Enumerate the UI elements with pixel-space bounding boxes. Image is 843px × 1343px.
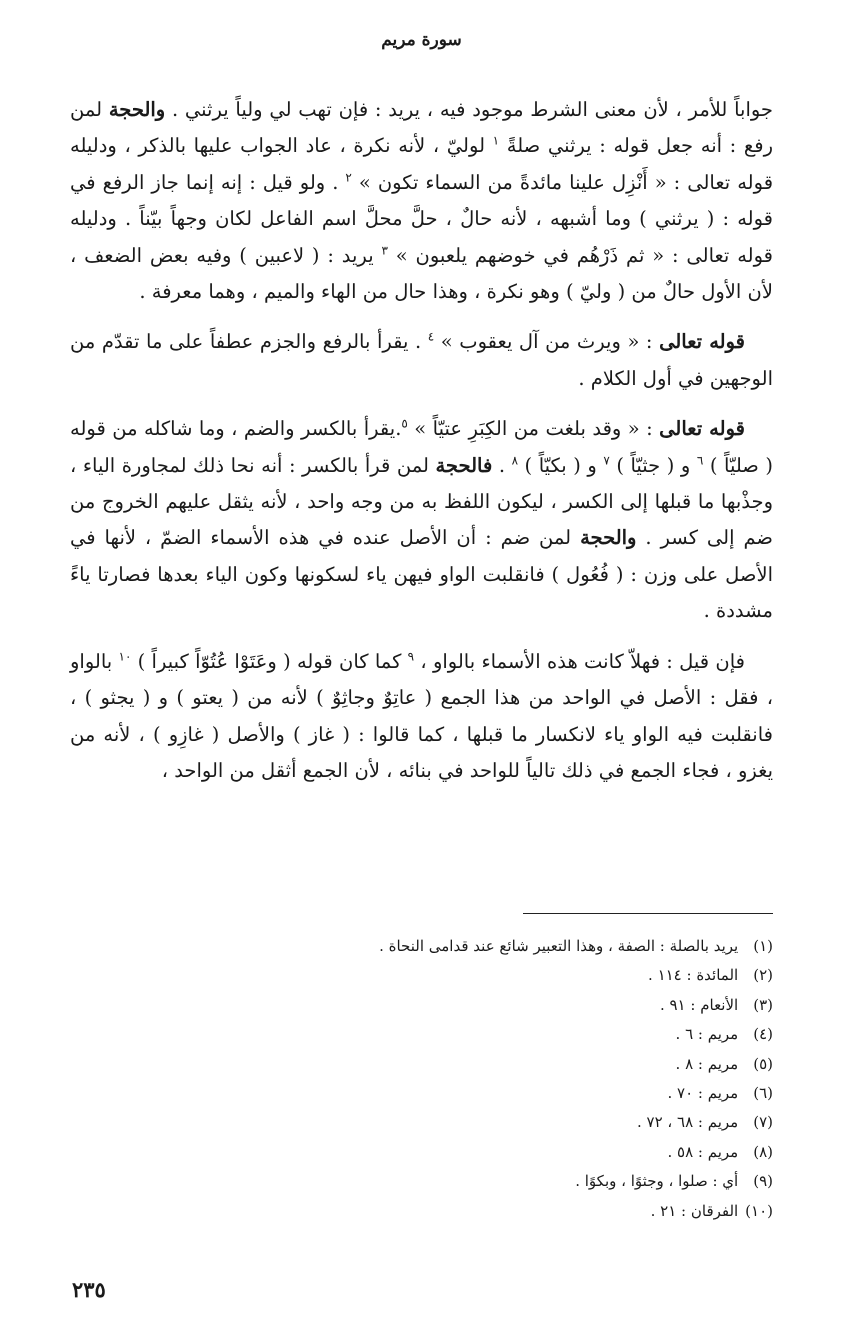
footnote-number: (٧)	[753, 1113, 773, 1132]
footnote-number: (٣)	[753, 995, 773, 1014]
footnote-text: مريم : ٥٨ .	[667, 1142, 739, 1161]
text-run: .	[492, 453, 512, 477]
footnote-ref-8: ٨	[511, 453, 519, 468]
text-run: لمن رفع : أنه جعل قوله : يرثني صلةً	[70, 98, 773, 158]
text-run: يريد : ( لاعبين ) وفيه بعض الضعف ، لأن الأول حالٌ من ( وليّ ) وهو نكرة ، وهذا حال من الهاء والميم ، وهما معرفة .	[70, 243, 773, 304]
text-run: . يقرأ بالرفع والجزم عطفاً على ما تقدّم من الوجهين في أول الكلام .	[70, 330, 773, 390]
text-run: : « ويرث من آل يعقوب »	[434, 330, 660, 354]
text-run: . ولو قيل : إنه إنما جاز الرفع في قوله : ( يرثني ) وما أشبهه ، لأنه حالٌ ، حلَّ محلَّ اسم الفاعل لكان وجهاً بيّناً . ودليله قوله تعالى : « ثم ذَرْهُم في خوضهم يلعبون »	[70, 170, 773, 267]
text-run: و ( بكيّاً )	[518, 453, 604, 477]
footnote-6	[70, 1079, 773, 1108]
footnote-number: (٥)	[753, 1054, 773, 1073]
footnote-ref-10: ١٠	[118, 649, 132, 664]
page-number: ٢٣٥	[72, 1277, 106, 1302]
footnote-2	[70, 961, 773, 990]
text-run: .يقرأ بالكسر والضم ، وما شاكله من قوله ( صليّاً )	[70, 417, 773, 477]
bold-term: فالحجة	[435, 453, 493, 477]
text-run: و ( جثيّاً )	[609, 453, 697, 477]
footnote-text: يريد بالصلة : الصفة ، وهذا التعبير شائع عند قدامى النحاة .	[379, 937, 739, 955]
footnote-text: الأنعام : ٩١ .	[659, 995, 739, 1014]
footnote-ref-1: ١	[492, 133, 500, 148]
footnote-text: مريم : ٦٨ ، ٧٢ .	[636, 1113, 739, 1132]
footnote-number: (٤)	[753, 1025, 773, 1044]
footnote-text: مريم : ٦ .	[675, 1025, 739, 1044]
paragraph-1	[70, 92, 773, 310]
paragraph-3	[70, 411, 773, 629]
footnote-1	[70, 932, 773, 961]
footnote-ref-7: ٧	[603, 453, 610, 468]
bold-term: والحجة	[108, 98, 166, 121]
footnote-10	[70, 1197, 773, 1226]
footnote-number: (٦)	[753, 1084, 773, 1103]
footnote-ref-4: ٤	[427, 329, 435, 344]
footnote-number: (١)	[753, 937, 773, 955]
text-run: لوليّ ، لأنه نكرة ، عاد الجواب عليها بالذكر ، ودليله قوله تعالى : « أَنْزِل علينا مائدةً من السماء تكون »	[70, 134, 774, 194]
paragraph-4	[70, 644, 773, 790]
footnote-ref-9: ٩	[407, 649, 415, 664]
footnote-number: (٨)	[753, 1142, 773, 1161]
text-run: لمن ضم : أن الأصل عنده في هذه الأسماء الضمّ ، لأنها في الأصل على وزن : ( فُعُول ) فانقلبت الواو فيهن ياء لسكونها وكون الياء بعدها فصارتا ياءً مشددة .	[70, 526, 773, 623]
text-run: : « وقد بلغت من الكِبَرِ عتيّاً »	[407, 417, 660, 441]
footnote-7	[70, 1108, 773, 1137]
footnote-number: (١٠)	[745, 1201, 773, 1220]
text-run: فإن قيل : فهلاّ كانت هذه الأسماء بالواو ،	[414, 649, 745, 673]
footnote-5	[70, 1050, 773, 1079]
footnote-text: مريم : ٨ .	[675, 1054, 739, 1073]
text-run: كما كان قوله ( وعَتَوْا عُتُوّاً كبيراً )	[131, 649, 408, 673]
main-text	[70, 92, 773, 803]
text-run: جواباً للأمر ، لأن معنى الشرط موجود فيه ، يريد : فإن تهب لي ولياً يرثني .	[165, 98, 773, 121]
bold-term: والحجة	[580, 526, 637, 550]
footnote-text: الفرقان : ٢١ .	[650, 1201, 739, 1220]
footnote-text: مريم : ٧٠ .	[667, 1084, 739, 1103]
bold-term: قوله تعالى	[659, 417, 745, 441]
bold-term: قوله تعالى	[659, 330, 745, 354]
footnote-text: المائدة : ١١٤ .	[648, 966, 739, 985]
footnote-4	[70, 1020, 773, 1049]
footnote-ref-6: ٦	[696, 453, 704, 468]
footnote-ref-5: ٥	[401, 416, 408, 431]
footnote-ref-2: ٢	[345, 170, 352, 185]
running-title: سورة مريم	[381, 30, 462, 50]
text-run: لمن قرأ بالكسر : أنه نحا ذلك لمجاورة الياء ، وجذْبها ما قبلها إلى الكسر ، ليكون اللفظ به من وجه واحد ، لأنه يثقل عليهم الخروج من ضم إلى كسر .	[70, 453, 773, 550]
footnotes	[70, 932, 773, 1226]
paragraph-2	[70, 324, 773, 397]
footnote-8	[70, 1138, 773, 1167]
footnote-text: أي : صلوا ، وجثوًا ، وبكوًا .	[575, 1172, 739, 1191]
footnote-3	[70, 991, 773, 1020]
footnote-number: (٩)	[753, 1172, 773, 1191]
footnote-number: (٢)	[753, 966, 773, 985]
text-run: بالواو ، فقل : الأصل في الواحد من هذا الجمع ( عاتِوٌ وجاثِوٌ ) لأنه من ( يعتو ) و ( يجثو ) ، فانقلبت فيه الواو ياء لانكسار ما قبلها ، كما قالوا : ( غاز ) والأصل ( غازِو ) ، لأنه من يغزو ، فجاء الجمع في ذلك تالياً للواحد في بنائه ، لأن الجمع أثقل من الواحد ،	[70, 649, 773, 782]
footnote-separator	[523, 913, 773, 914]
footnote-ref-3: ٣	[381, 243, 388, 258]
footnote-9	[70, 1167, 773, 1196]
